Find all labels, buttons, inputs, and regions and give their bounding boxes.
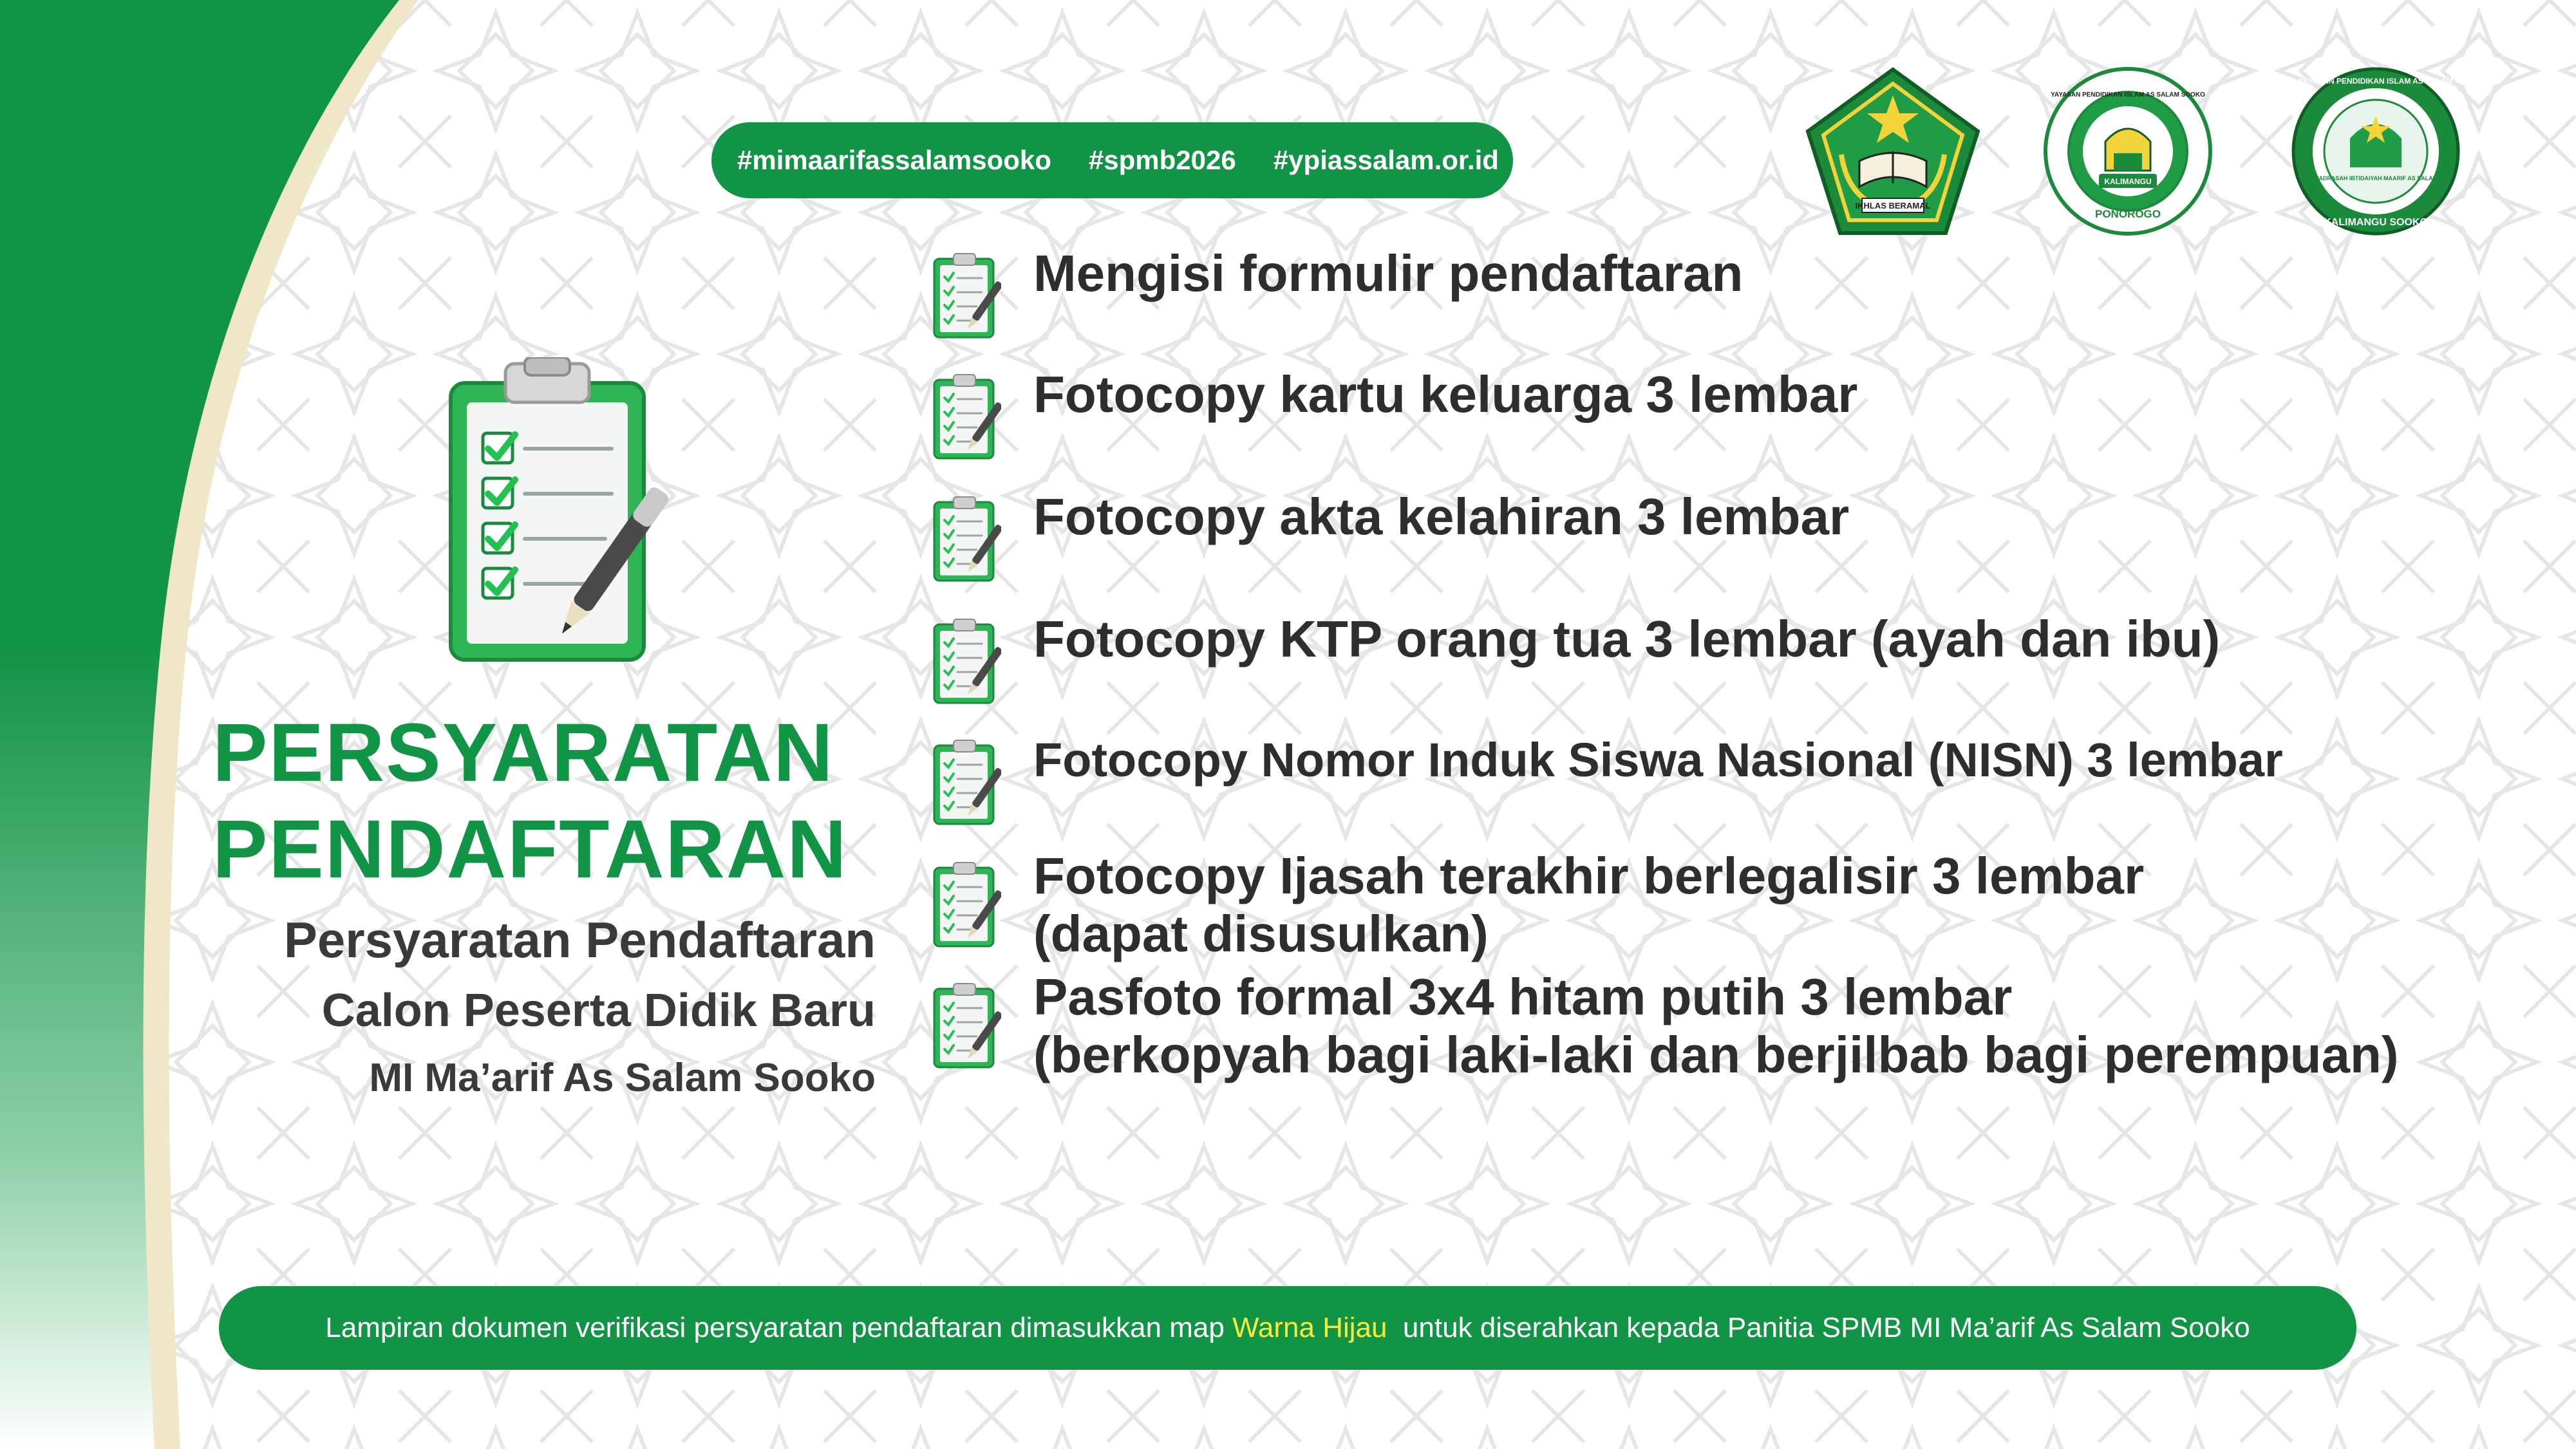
hashtag-bar <box>711 122 1513 198</box>
checklist-icon <box>930 617 1001 707</box>
requirement-item <box>930 610 2476 713</box>
svg-text:PONOROGO: PONOROGO <box>2094 208 2161 220</box>
subtitle-line3: MI Ma’arif As Salam Sooko <box>369 1056 876 1100</box>
checklist-icon <box>930 494 1001 584</box>
madrasah-logo <box>2289 64 2463 238</box>
subtitle-line1: Persyaratan Pendaftaran <box>283 911 876 968</box>
requirement-text: Pasfoto formal 3x4 hitam putih 3 lembar <box>1033 968 2013 1025</box>
checklist-icon <box>930 251 1001 341</box>
clipboard-checklist-icon <box>444 357 670 679</box>
requirement-text: Fotocopy Ijasah terakhir berlegalisir 3 lembar <box>1033 847 2145 904</box>
footer-text-before: Lampiran dokumen verifikasi persyaratan pendaftaran dimasukkan map <box>325 1312 1233 1343</box>
subtitle-line2: Calon Peserta Didik Baru <box>321 985 876 1036</box>
hashtag-spmb[interactable]: #spmb2026 <box>1088 145 1236 175</box>
requirement-text: Mengisi formulir pendaftaran <box>1033 245 1744 302</box>
title-block <box>212 705 876 1110</box>
hashtag-madrasah[interactable]: #mimaarifassalamsooko <box>737 145 1051 175</box>
requirement-text: Fotocopy akta kelahiran 3 lembar <box>1033 488 1850 545</box>
requirement-text: Fotocopy KTP orang tua 3 lembar (ayah dan ibu) <box>1033 610 2221 668</box>
requirement-note: (berkopyah bagi laki-laki dan berjilbab bagi perempuan) <box>1033 1026 2399 1083</box>
main-title-line2: PENDAFTARAN <box>212 803 848 895</box>
checklist-icon <box>930 860 1001 950</box>
footer-highlight-green-folder: Warna Hijau <box>1232 1312 1387 1343</box>
requirement-item <box>930 968 2476 1097</box>
svg-text:MADRASAH IBTIDAIYAH MAARIF AS: MADRASAH IBTIDAIYAH MAARIF AS SALAM <box>2313 175 2438 182</box>
svg-text:YAYASAN PENDIDIKAN ISLAM AS SA: YAYASAN PENDIDIKAN ISLAM AS SALAM <box>2299 77 2453 86</box>
requirement-item <box>930 847 2476 976</box>
footer-text-after: untuk diserahkan kepada Panitia SPMB MI Ma’arif As Salam Sooko <box>1387 1312 2250 1343</box>
footer-notice-bar <box>219 1286 2356 1370</box>
yayasan-logo <box>2038 64 2218 238</box>
requirement-item <box>930 366 2476 469</box>
requirement-text: Fotocopy Nomor Induk Siswa Nasional (NISN) 3 lembar <box>1033 733 2283 787</box>
requirement-text: Fotocopy kartu keluarga 3 lembar <box>1033 366 1858 423</box>
svg-text:YAYASAN PENDIDIKAN ISLAM AS SA: YAYASAN PENDIDIKAN ISLAM AS SALAM SOOKO <box>2051 91 2205 98</box>
main-title-line1: PERSYARATAN <box>212 707 834 799</box>
checklist-icon <box>930 738 1001 828</box>
footer-notice <box>325 1312 2250 1344</box>
requirement-item <box>930 731 2476 834</box>
requirement-item <box>930 488 2476 591</box>
hashtag-website[interactable]: #ypiassalam.or.id <box>1273 145 1499 175</box>
kemenag-logo <box>1803 64 1983 238</box>
checklist-icon <box>930 372 1001 462</box>
svg-text:KALIMANGU: KALIMANGU <box>2104 177 2152 186</box>
svg-text:IKHLAS BERAMAL: IKHLAS BERAMAL <box>1855 201 1931 210</box>
checklist-icon <box>930 981 1001 1071</box>
requirement-note: (dapat disusulkan) <box>1033 905 1489 962</box>
requirement-item <box>930 245 2476 348</box>
svg-text:KALIMANGU SOOKO: KALIMANGU SOOKO <box>2324 217 2428 228</box>
